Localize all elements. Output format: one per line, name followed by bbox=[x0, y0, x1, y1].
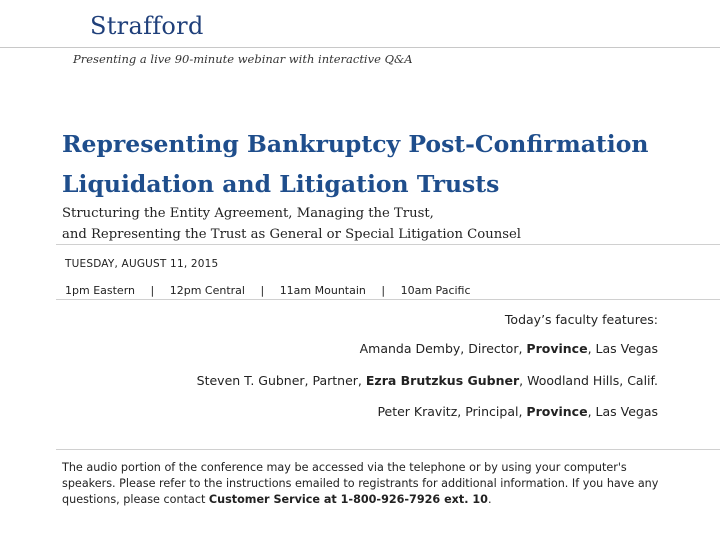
title-line-2: Liquidation and Litigation Trusts bbox=[62, 170, 500, 198]
faculty-name-title: Amanda Demby, Director, bbox=[359, 341, 527, 356]
header-divider bbox=[0, 47, 720, 48]
webinar-tagline: Presenting a live 90‑minute webinar with interactive Q&A bbox=[73, 52, 413, 66]
page-subtitle bbox=[62, 203, 702, 245]
time-separator: | bbox=[381, 284, 386, 297]
subtitle-line-2: and Representing the Trust as General or Special Litigation Counsel bbox=[62, 227, 521, 242]
faculty-location: , Woodland Hills, Calif. bbox=[519, 373, 658, 388]
faculty-firm: Province bbox=[526, 341, 588, 356]
time-separator: | bbox=[260, 284, 265, 297]
subtitle-line-1: Structuring the Entity Agreement, Managing the Trust, bbox=[62, 206, 434, 221]
faculty-location: , Las Vegas bbox=[587, 404, 658, 419]
faculty-firm: Province bbox=[526, 404, 588, 419]
webinar-times bbox=[65, 284, 471, 297]
faculty-member bbox=[377, 404, 658, 419]
divider-3 bbox=[56, 449, 720, 450]
divider-2 bbox=[56, 299, 720, 300]
time-mountain: 11am Mountain bbox=[279, 284, 366, 297]
strafford-logo: Strafford bbox=[90, 12, 204, 40]
faculty-member bbox=[360, 341, 658, 356]
faculty-location: , Las Vegas bbox=[587, 341, 658, 356]
webinar-date: TUESDAY, AUGUST 11, 2015 bbox=[65, 258, 219, 270]
time-central: 12pm Central bbox=[169, 284, 245, 297]
faculty-firm: Ezra Brutzkus Gubner bbox=[365, 373, 520, 388]
faculty-name-title: Peter Kravitz, Principal, bbox=[377, 404, 527, 419]
title-line-1: Representing Bankruptcy Post-Confirmation bbox=[62, 130, 649, 158]
time-eastern: 1pm Eastern bbox=[65, 284, 135, 297]
time-separator: | bbox=[150, 284, 155, 297]
page-title bbox=[62, 124, 712, 204]
faculty-heading: Today’s faculty features: bbox=[504, 312, 658, 327]
faculty-member bbox=[197, 373, 658, 388]
faculty-name-title: Steven T. Gubner, Partner, bbox=[196, 373, 366, 388]
audio-text-end: . bbox=[487, 493, 492, 506]
divider-1 bbox=[56, 244, 720, 245]
customer-service-contact: Customer Service at 1-800-926-7926 ext. 10 bbox=[208, 493, 488, 506]
audio-text: The audio portion of the conference may be accessed via the telephone or by using your computer's speakers. Please refer to the instructions emailed to registrants for additional information. If you have any questions, please contact bbox=[62, 461, 659, 506]
audio-instructions bbox=[62, 460, 662, 508]
time-pacific: 10am Pacific bbox=[400, 284, 471, 297]
